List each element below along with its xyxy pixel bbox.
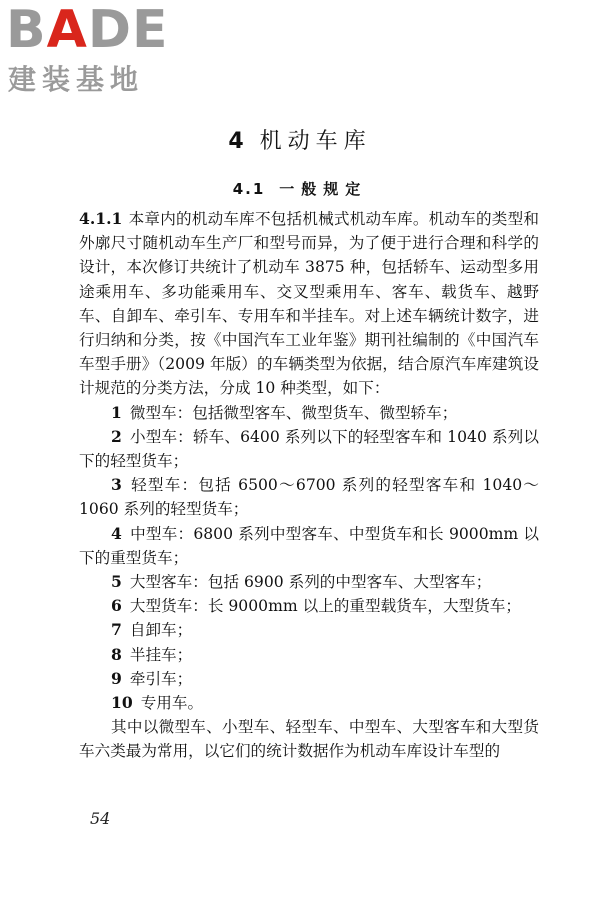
list-item-text: 小型车：轿车、6400 系列以下的轻型客车和 1040 系列以下的轻型货车； (79, 427, 539, 471)
list-item-text: 大型客车：包括 6900 系列的中型客车、大型客车； (129, 573, 492, 592)
list-item-text: 专用车。 (140, 694, 204, 713)
chapter-number: 4 (228, 129, 250, 154)
list-item-text: 轻型车：包括 6500～6700 系列的轻型客车和 1040～1060 系列的轻型货车； (79, 476, 539, 519)
list-item-number: 6 (111, 596, 122, 616)
list-item-text: 自卸车； (129, 621, 193, 640)
clause-text: 本章内的机动车库不包括机械式机动车库。机动车的类型和外廓尺寸随机动车生产厂和型号而异，为了便于进行合理和科学的设计，本次修订共统计了机动车 3875 种，包括轿车、运动型多用途乘用车、多功能乘用车、交叉型乘用车、客车、载货车、越野车、自卸车、牵引车、专用车和半挂车。对上述车辆统计数字，进行归纳和分类，按《中国汽车工业年鉴》期刊社编制的《中国汽车车型手册》（2009 年版）的车辆类型为依据，结合原汽车库建筑设计规范的分类方法，分成 10 种类型，如下： (79, 210, 539, 398)
section-title (0, 178, 600, 199)
list-item-number: 8 (111, 644, 122, 664)
logo-subtitle: 建装基地 (8, 63, 145, 96)
list-item (79, 473, 539, 521)
list-item-number: 2 (111, 426, 122, 446)
section-number: 4.1 (232, 180, 266, 198)
list-item-number: 7 (111, 620, 122, 640)
list-item-text: 牵引车； (129, 669, 193, 688)
list-item-text: 微型车：包括微型客车、微型货车、微型轿车； (129, 403, 458, 422)
list-item (79, 522, 539, 570)
list-item-number: 1 (111, 402, 122, 422)
list-item (79, 691, 539, 715)
list-item-number: 5 (111, 572, 122, 592)
section-title-text: 一般规定 (279, 180, 368, 198)
closing-paragraph: 其中以微型车、小型车、轻型车、中型车、大型客车和大型货车六类最为常用，以它们的统计数据作为机动车库设计车型的 (79, 718, 539, 761)
clause-paragraph (79, 207, 539, 401)
list-item-number: 9 (111, 668, 122, 688)
list-item (79, 618, 539, 642)
list-item (79, 401, 539, 425)
list-item-number: 10 (111, 693, 133, 713)
vehicle-type-list (79, 401, 539, 716)
page-number: 54 (90, 809, 111, 828)
chapter-title-text: 机动车库 (259, 129, 372, 154)
bade-logo (6, 0, 196, 96)
list-item-text: 半挂车； (129, 645, 193, 664)
logo-wordmark: BADE (6, 0, 169, 60)
list-item (79, 425, 539, 473)
list-item (79, 643, 539, 667)
list-item-number: 3 (111, 475, 122, 495)
chapter-title (0, 124, 600, 155)
list-item (79, 667, 539, 691)
body-text (79, 207, 539, 764)
list-item-text: 大型货车：长 9000mm 以上的重型载货车，大型货车； (129, 597, 521, 616)
list-item-number: 4 (111, 523, 122, 543)
list-item (79, 570, 539, 594)
list-item (79, 594, 539, 618)
list-item-text: 中型车：6800 系列中型客车、中型货车和长 9000mm 以下的重型货车； (79, 524, 539, 567)
clause-number: 4.1.1 (79, 209, 123, 228)
